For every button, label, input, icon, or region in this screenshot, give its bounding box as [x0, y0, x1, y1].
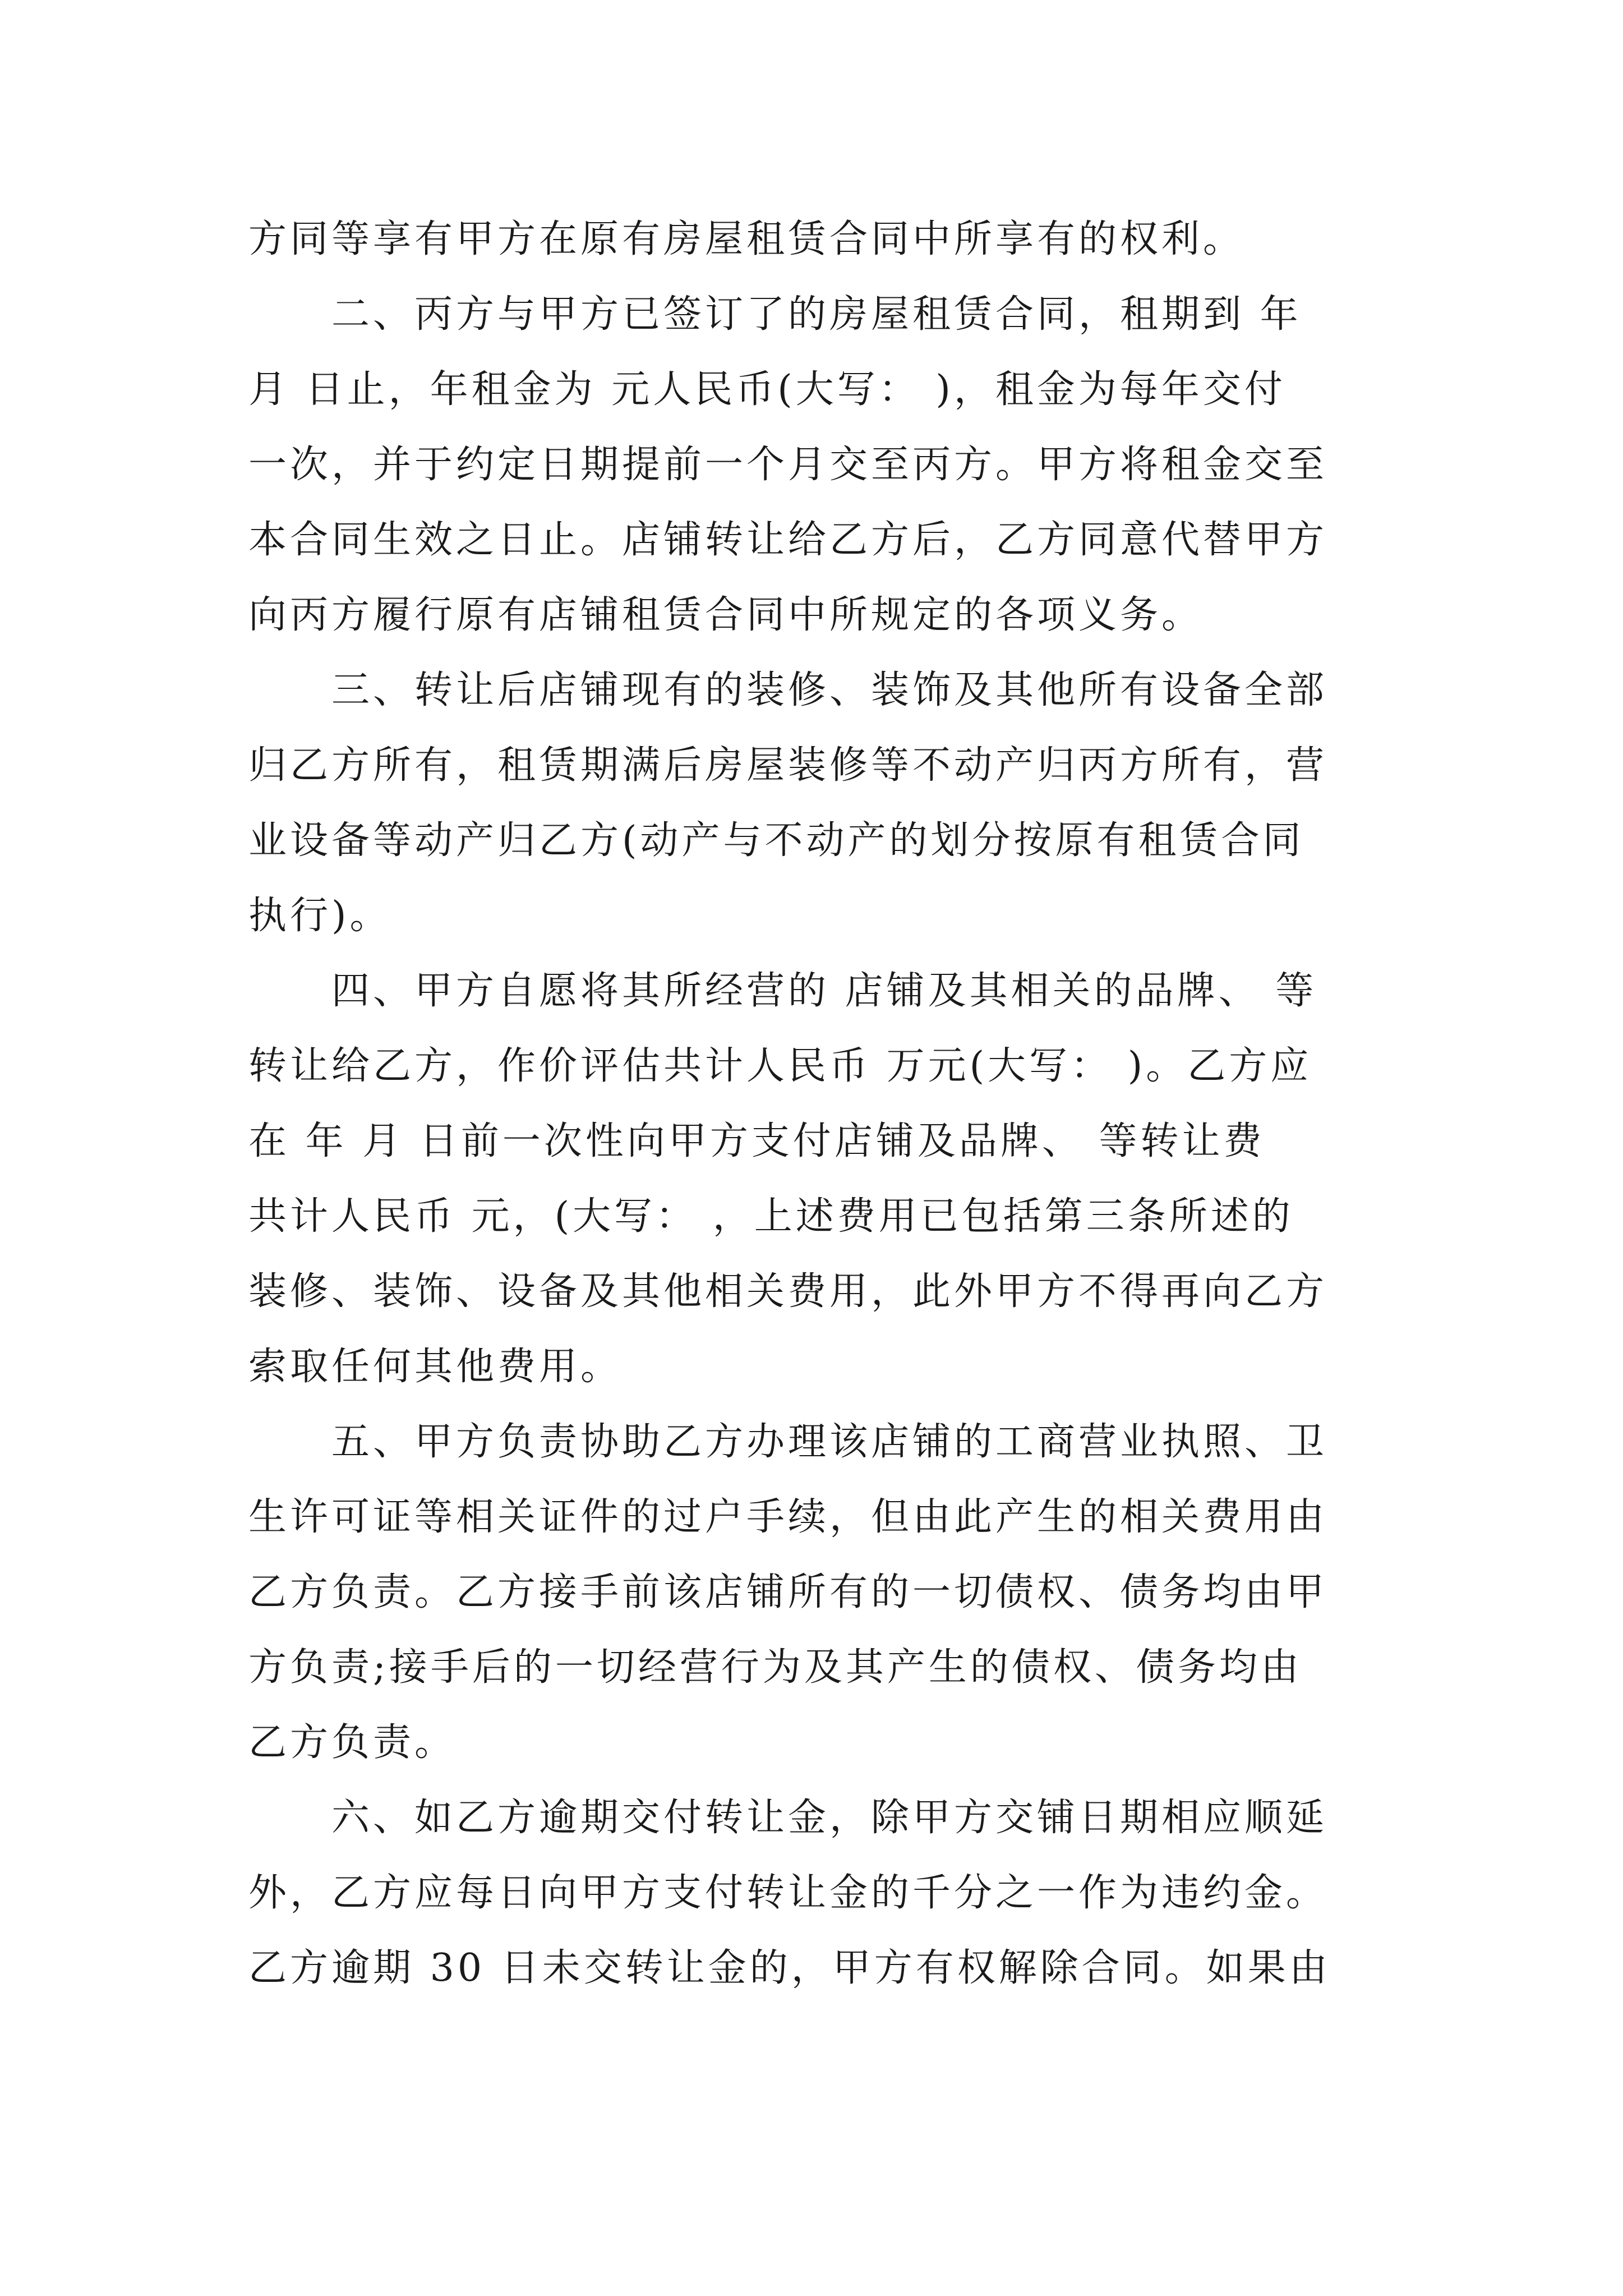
text-line: 乙方负责。 [248, 1720, 457, 1765]
text-line: 本合同生效之日止。店铺转让给乙方后，乙方同意代替甲方 [248, 518, 1328, 562]
text-line: 索取任何其他费用。 [248, 1345, 623, 1389]
text-line: 转让给乙方，作价评估共计人民币 万元(大写： )。乙方应 [248, 1044, 1312, 1088]
clause-2-first-line: 二、丙方与甲方已签订了的房屋租赁合同，租期到 年 [331, 292, 1302, 337]
text-line: 生许可证等相关证件的过户手续，但由此产生的相关费用由 [248, 1495, 1328, 1539]
text-line: 方负责;接手后的一切经营行为及其产生的债权、债务均由 [248, 1645, 1302, 1690]
text-line: 乙方逾期 30 日未交转让金的，甲方有权解除合同。如果由 [248, 1946, 1331, 1990]
text-line: 归乙方所有，租赁期满后房屋装修等不动产归丙方所有，营 [248, 743, 1328, 788]
text-line: 向丙方履行原有店铺租赁合同中所规定的各项义务。 [248, 593, 1204, 637]
contract-body-text [248, 202, 1376, 2006]
text-line: 业设备等动产归乙方(动产与不动产的划分按原有租赁合同 [248, 818, 1304, 863]
text-line: 一次，并于约定日期提前一个月交至丙方。甲方将租金交至 [248, 443, 1328, 487]
text-line: 方同等享有甲方在原有房屋租赁合同中所享有的权利。 [248, 217, 1245, 261]
text-line: 外，乙方应每日向甲方支付转让金的千分之一作为违约金。 [248, 1871, 1328, 1915]
text-line: 在 年 月 日前一次性向甲方支付店铺及品牌、 等转让费 [248, 1119, 1265, 1163]
text-line: 月 日止，年租金为 元人民币(大写： )，租金为每年交付 [248, 367, 1286, 412]
text-line: 共计人民币 元，(大写： ，上述费用已包括第三条所述的 [248, 1194, 1294, 1239]
clause-6-first-line: 六、如乙方逾期交付转让金，除甲方交铺日期相应顺延 [331, 1796, 1328, 1840]
clause-5-first-line: 五、甲方负责协助乙方办理该店铺的工商营业执照、卫 [331, 1420, 1328, 1464]
text-line: 执行)。 [248, 894, 391, 938]
clause-4-first-line: 四、甲方自愿将其所经营的 店铺及其相关的品牌、 等 [331, 969, 1317, 1013]
text-line: 乙方负责。乙方接手前该店铺所有的一切债权、债务均由甲 [248, 1570, 1328, 1614]
clause-3-first-line: 三、转让后店铺现有的装修、装饰及其他所有设备全部 [331, 668, 1328, 712]
text-line: 装修、装饰、设备及其他相关费用，此外甲方不得再向乙方 [248, 1269, 1328, 1314]
